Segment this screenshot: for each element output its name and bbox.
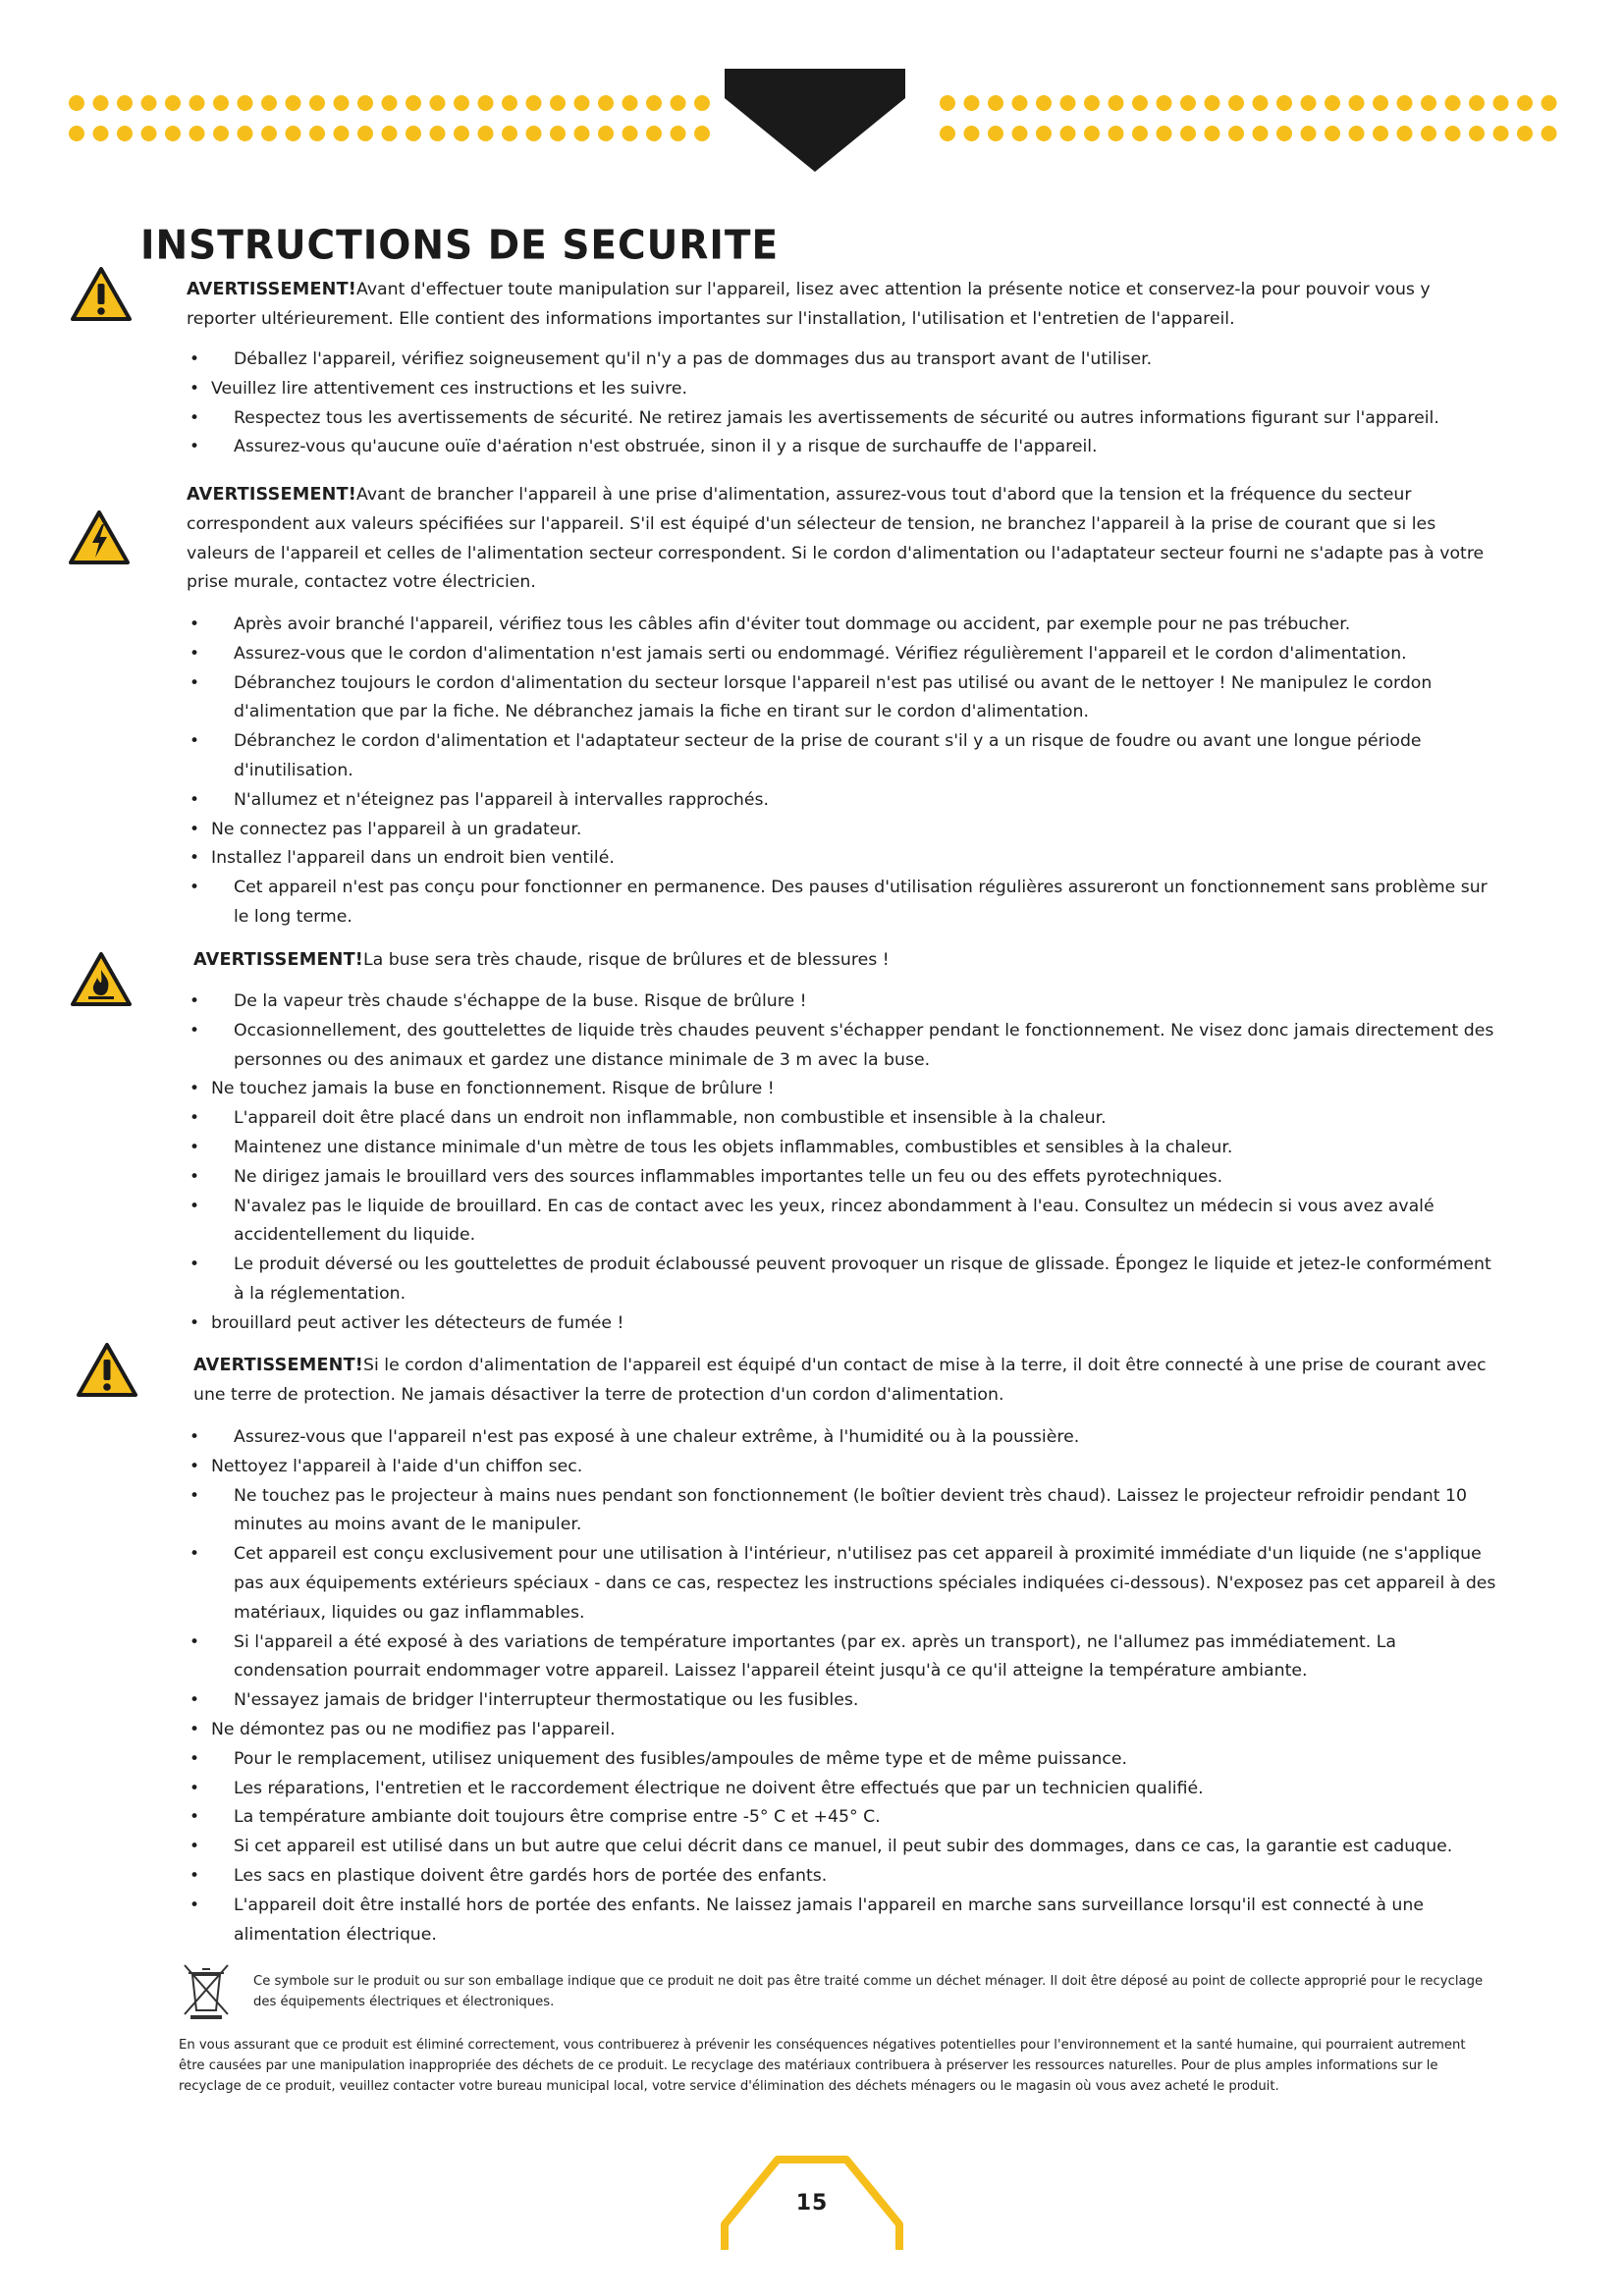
warning-text: Si le cordon d'alimentation de l'appareil est équipé d'un contact de mise à la terre, il doit être connecté à une prise de courant avec une terre de protection. Ne jamais désactiver la terre de protection d'un cordon d'alimentation.	[193, 1356, 1487, 1405]
decor-dot	[550, 126, 566, 141]
decor-dot	[117, 95, 133, 111]
decor-dot	[1205, 126, 1220, 141]
decor-dot	[406, 95, 421, 111]
list-item: • Après avoir branché l'appareil, vérifiez tous les câbles afin d'éviter tout dommage ou accident, par exemple pour ne pas trébucher.	[187, 611, 1502, 640]
decor-dot	[141, 126, 157, 141]
list-item: • N'essayez jamais de bridger l'interrupteur thermostatique ou les fusibles.	[187, 1686, 1502, 1716]
decor-dot	[406, 126, 421, 141]
recycling-footer: En vous assurant que ce produit est éliminé correctement, vous contribuerez à prévenir les conséquences négatives potentielles pour l'environnement et la santé humaine, qui pourraient autrement être causées par une manipulation inappropriée des déchets de ce produit. Le recyclage des matériaux contribuera à préserver les ressources naturelles. Pour de plus amples informations sur le recyclage de ce produit, veuillez contacter votre bureau municipal local, votre service d'élimination des déchets ménagers ou le magasin où vous avez acheté le produit.	[179, 2038, 1466, 2094]
decor-dot	[165, 126, 181, 141]
warning-1-list	[187, 346, 1502, 462]
decor-dot	[502, 95, 517, 111]
decor-dot	[1109, 126, 1124, 141]
exclamation-warning-icon	[71, 267, 132, 322]
exclamation-warning-icon	[77, 1343, 137, 1398]
decor-dot	[189, 95, 205, 111]
decor-dot	[671, 95, 686, 111]
list-item: • Assurez-vous qu'aucune ouïe d'aération n'est obstruée, sinon il y a risque de surchauffe de l'appareil.	[187, 433, 1502, 462]
list-item: • Assurez-vous que le cordon d'alimentation n'est jamais serti ou endommagé. Vérifiez régulièrement l'appareil et le cordon d'alimentation.	[187, 640, 1502, 669]
decor-dot	[1349, 126, 1365, 141]
decor-dot	[334, 95, 350, 111]
decor-dot	[334, 126, 350, 141]
decor-dot	[1132, 126, 1148, 141]
decor-dot	[598, 126, 614, 141]
decor-dot	[964, 95, 980, 111]
decor-dot	[382, 126, 398, 141]
decor-dot	[1060, 126, 1076, 141]
decor-dot	[1325, 126, 1340, 141]
decor-dot	[1397, 95, 1413, 111]
decor-dot	[309, 126, 325, 141]
decor-dot	[623, 126, 638, 141]
warning-block-1	[187, 276, 1492, 335]
decor-dot	[964, 126, 980, 141]
decor-dot	[141, 95, 157, 111]
list-item: • Maintenez une distance minimale d'un mètre de tous les objets inflammables, combustibles et sensibles à la chaleur.	[187, 1134, 1502, 1163]
decor-dot	[1493, 126, 1509, 141]
list-item: • Ne touchez jamais la buse en fonctionnement. Risque de brûlure !	[187, 1075, 1502, 1104]
decor-dot	[286, 126, 301, 141]
decor-dot	[1060, 95, 1076, 111]
decor-dot	[550, 95, 566, 111]
decor-dot	[93, 126, 109, 141]
decor-dot	[261, 126, 277, 141]
list-item: • Installez l'appareil dans un endroit bien ventilé.	[187, 844, 1502, 874]
decor-dot	[623, 95, 638, 111]
decor-dot	[574, 126, 590, 141]
list-item: • De la vapeur très chaude s'échappe de la buse. Risque de brûlure !	[187, 988, 1502, 1017]
list-item: • Ne touchez pas le projecteur à mains nues pendant son fonctionnement (le boîtier devient très chaud). Laissez le projecteur refroidir pendant 10 minutes au moins avant de le manipuler.	[187, 1482, 1502, 1541]
list-item: • Cet appareil n'est pas conçu pour fonctionner en permanence. Des pauses d'utilisation régulières assureront un fonctionnement sans problème sur le long terme.	[187, 874, 1502, 933]
decor-dot	[526, 95, 542, 111]
list-item: • Le produit déversé ou les gouttelettes de produit éclaboussé peuvent provoquer un risque de glissade. Épongez le liquide et jetez-le conformément à la réglementation.	[187, 1251, 1502, 1309]
decor-dot	[454, 95, 469, 111]
decor-dot	[940, 126, 955, 141]
decor-dot	[1276, 126, 1292, 141]
decor-dot	[309, 95, 325, 111]
list-item: • Déballez l'appareil, vérifiez soigneusement qu'il n'y a pas de dommages dus au transport avant de l'utiliser.	[187, 346, 1502, 375]
decor-dot	[1373, 95, 1388, 111]
decor-dot	[1253, 126, 1269, 141]
decor-dot	[261, 95, 277, 111]
decor-dot	[1228, 95, 1244, 111]
decor-dot	[1517, 126, 1533, 141]
list-item: • Nettoyez l'appareil à l'aide d'un chiffon sec.	[187, 1453, 1502, 1482]
decor-dot	[1084, 95, 1100, 111]
warning-2-list	[187, 611, 1502, 933]
warning-label: AVERTISSEMENT!	[187, 485, 357, 505]
decor-dot	[286, 95, 301, 111]
list-item: • Débranchez toujours le cordon d'alimentation du secteur lorsque l'appareil n'est pas utilisé ou avant de le nettoyer ! Ne manipulez le cordon d'alimentation que par la fiche. Ne débranchez jamais la fiche en tirant sur le cordon d'alimentation.	[187, 669, 1502, 728]
list-item: • Veuillez lire attentivement ces instructions et les suivre.	[187, 375, 1502, 404]
list-item: • Ne dirigez jamais le brouillard vers des sources inflammables importantes telle un feu ou des effets pyrotechniques.	[187, 1163, 1502, 1193]
decor-dot	[382, 95, 398, 111]
flammable-warning-icon	[71, 952, 132, 1007]
decor-dot	[1421, 126, 1436, 141]
decor-dot	[1301, 95, 1317, 111]
warning-block-4	[193, 1352, 1499, 1411]
decor-dot	[1180, 126, 1196, 141]
header-decoration	[0, 0, 1624, 187]
decor-dot	[646, 126, 662, 141]
decor-dot	[1469, 126, 1485, 141]
warning-text: Avant d'effectuer toute manipulation sur l'appareil, lisez avec attention la présente notice et conservez-la pour pouvoir vous y reporter ultérieurement. Elle contient des informations importantes sur l'installation, l'utilisation et l'entretien de l'appareil.	[187, 280, 1431, 329]
page-number: 15	[795, 2191, 829, 2216]
decor-dot	[574, 95, 590, 111]
header-chevron	[725, 69, 905, 172]
decor-dot	[1445, 95, 1461, 111]
list-item: • Si cet appareil est utilisé dans un but autre que celui décrit dans ce manuel, il peut subir des dommages, dans ce cas, la garantie est caduque.	[187, 1833, 1502, 1862]
decor-dot	[1349, 95, 1365, 111]
decor-dot	[93, 95, 109, 111]
list-item: • Les sacs en plastique doivent être gardés hors de portée des enfants.	[187, 1862, 1502, 1892]
decor-dot	[1180, 95, 1196, 111]
decor-dot	[502, 126, 517, 141]
decor-dot	[1084, 126, 1100, 141]
decor-dot	[213, 95, 229, 111]
list-item: • Débranchez le cordon d'alimentation et l'adaptateur secteur de la prise de courant s'il y a un risque de foudre ou avant une longue période d'inutilisation.	[187, 727, 1502, 786]
crossed-bin-icon	[179, 1961, 234, 2020]
warning-block-2	[187, 481, 1492, 598]
decor-dot	[1253, 95, 1269, 111]
list-item: • N'allumez et n'éteignez pas l'appareil à intervalles rapprochés.	[187, 786, 1502, 816]
decor-dot	[988, 95, 1003, 111]
warning-3-list	[187, 988, 1502, 1339]
decor-dot	[1109, 95, 1124, 111]
list-item: • L'appareil doit être placé dans un endroit non inflammable, non combustible et insensible à la chaleur.	[187, 1104, 1502, 1134]
list-item: • Assurez-vous que l'appareil n'est pas exposé à une chaleur extrême, à l'humidité ou à la poussière.	[187, 1423, 1502, 1453]
decor-dot	[1228, 126, 1244, 141]
list-item: • Respectez tous les avertissements de sécurité. Ne retirez jamais les avertissements de sécurité ou autres informations figurant sur l'appareil.	[187, 404, 1502, 434]
weee-notice: Ce symbole sur le produit ou sur son emballage indique que ce produit ne doit pas être traité comme un déchet ménager. Il doit être déposé au point de collecte approprié pour le recyclage des équipements électriques et électroniques.	[253, 1974, 1484, 2009]
list-item: • Si l'appareil a été exposé à des variations de température importantes (par ex. après un transport), ne l'allumez pas immédiatement. La condensation pourrait endommager votre appareil. Laissez l'appareil éteint jusqu'à ce qu'il atteigne la température ambiante.	[187, 1629, 1502, 1687]
list-item: • N'avalez pas le liquide de brouillard. En cas de contact avec les yeux, rincez abondamment à l'eau. Consultez un médecin si vous avez avalé accidentellement du liquide.	[187, 1193, 1502, 1252]
decor-dot	[478, 126, 494, 141]
decor-dot	[1421, 95, 1436, 111]
decor-dot	[1205, 95, 1220, 111]
warning-block-3	[193, 946, 1499, 976]
decor-dot	[1036, 95, 1052, 111]
decor-dot	[1012, 126, 1028, 141]
list-item: • brouillard peut activer les détecteurs de fumée !	[187, 1309, 1502, 1339]
decor-dot	[526, 126, 542, 141]
list-item: • L'appareil doit être installé hors de portée des enfants. Ne laissez jamais l'appareil en marche sans surveillance lorsqu'il est connecté à une alimentation électrique.	[187, 1892, 1502, 1950]
decor-dot	[69, 95, 84, 111]
list-item: • Occasionnellement, des gouttelettes de liquide très chaudes peuvent s'échapper pendant le fonctionnement. Ne visez donc jamais directement des personnes ou des animaux et gardez une distance minimale de 3 m avec la buse.	[187, 1017, 1502, 1076]
list-item: • Cet appareil est conçu exclusivement pour une utilisation à l'intérieur, n'utilisez pas cet appareil à proximité immédiate d'un liquide (ne s'applique pas aux équipements extérieurs spéciaux - dans ce cas, respectez les instructions spéciales indiquées ci-dessous). N'exposez pas cet appareil à des matériaux, liquides ou gaz inflammables.	[187, 1540, 1502, 1628]
decor-dot	[165, 95, 181, 111]
list-item: • La température ambiante doit toujours être comprise entre -5° C et +45° C.	[187, 1803, 1502, 1833]
list-item: • Ne démontez pas ou ne modifiez pas l'appareil.	[187, 1716, 1502, 1745]
electric-shock-warning-icon	[69, 510, 130, 565]
decor-dot	[1132, 95, 1148, 111]
decor-dot	[988, 126, 1003, 141]
decor-dot	[213, 126, 229, 141]
decor-dot	[454, 126, 469, 141]
page-number-badge	[719, 2140, 905, 2258]
decor-dot	[1157, 95, 1172, 111]
warning-label: AVERTISSEMENT!	[193, 950, 364, 970]
list-item: • Pour le remplacement, utilisez uniquement des fusibles/ampoules de même type et de même puissance.	[187, 1745, 1502, 1775]
decor-dot	[1373, 126, 1388, 141]
decor-dot	[357, 126, 373, 141]
decor-dot	[940, 95, 955, 111]
decor-dot	[1469, 95, 1485, 111]
decor-dot	[1157, 126, 1172, 141]
decor-dot	[430, 95, 446, 111]
decor-dot	[357, 95, 373, 111]
decor-dot	[238, 126, 253, 141]
decor-dot	[671, 126, 686, 141]
decor-dot	[1397, 126, 1413, 141]
decor-dot	[1012, 95, 1028, 111]
decor-dot	[69, 126, 84, 141]
decor-dot	[694, 95, 710, 111]
list-item: • Ne connectez pas l'appareil à un gradateur.	[187, 816, 1502, 845]
decor-dot	[1036, 126, 1052, 141]
warning-text: La buse sera très chaude, risque de brûlures et de blessures !	[363, 950, 890, 970]
decor-dot	[1517, 95, 1533, 111]
decor-dot	[598, 95, 614, 111]
warning-label: AVERTISSEMENT!	[193, 1356, 364, 1375]
decor-dot	[646, 95, 662, 111]
decor-dot	[1445, 126, 1461, 141]
decor-dot	[1301, 126, 1317, 141]
decor-dot	[430, 126, 446, 141]
warning-4-list	[187, 1423, 1502, 1949]
list-item: • Les réparations, l'entretien et le raccordement électrique ne doivent être effectués que par un technicien qualifié.	[187, 1775, 1502, 1804]
decor-dot	[189, 126, 205, 141]
decor-dot	[1542, 95, 1557, 111]
decor-dot	[1542, 126, 1557, 141]
decor-dot	[694, 126, 710, 141]
warning-text: Avant de brancher l'appareil à une prise d'alimentation, assurez-vous tout d'abord que la tension et la fréquence du secteur correspondent aux valeurs spécifiées sur l'appareil. S'il est équipé d'un sélecteur de tension, ne branchez l'appareil à la prise de courant que si les valeurs de l'appareil et celles de l'alimentation secteur correspondent. Si le cordon d'alimentation ou l'adaptateur secteur fourni ne s'adapte pas à votre prise murale, contactez votre électricien.	[187, 485, 1485, 593]
page-title: INSTRUCTIONS DE SECURITE	[140, 222, 780, 270]
decor-dot	[238, 95, 253, 111]
decor-dot	[478, 95, 494, 111]
decor-dot	[117, 126, 133, 141]
warning-label: AVERTISSEMENT!	[187, 280, 357, 299]
decor-dot	[1325, 95, 1340, 111]
decor-dot	[1276, 95, 1292, 111]
decor-dot	[1493, 95, 1509, 111]
